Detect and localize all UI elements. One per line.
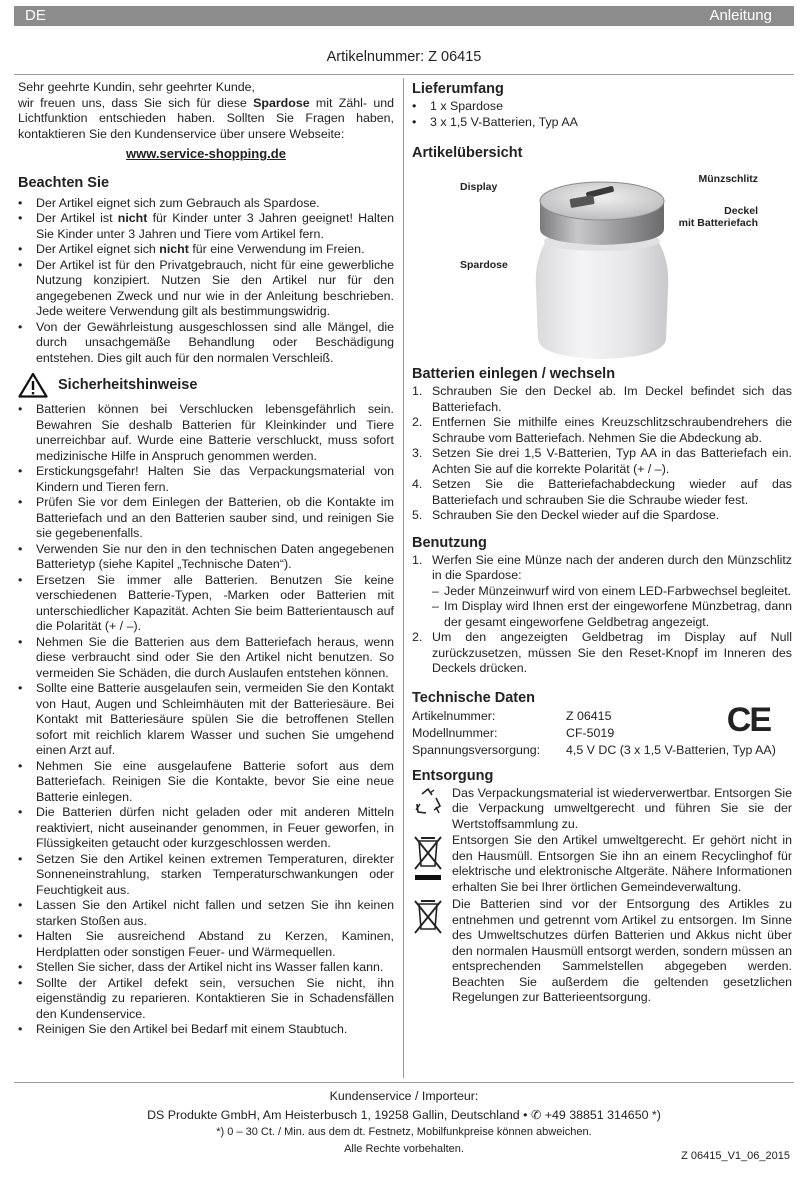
disposal-device-text: Entsorgen Sie den Artikel umweltgerecht. Er gehört nicht in den Hausmüll. Entsorgen Sie ihn an einem Recyclinghof für elektrische und elektronische Altgeräte. Nähere Informationen erhalten Sie bei Ihrer örtlichen Gemeindeverwaltung.: [452, 833, 792, 894]
header-title: Anleitung: [709, 7, 772, 24]
benutzung-sublist: [432, 584, 792, 631]
list-item: • Halten Sie ausreichend Abstand zu Kerzen, Kaminen, Herdplatten oder sonstigen Feuer- und Wärmequellen.: [18, 929, 394, 960]
footer-title: Kundenservice / Importeur:: [329, 1089, 479, 1103]
beachten-list: [18, 196, 394, 367]
label-display: Display: [460, 181, 498, 193]
list-item: 1. Werfen Sie eine Münze nach der anderen durch den Münzschlitz in die Spardose:: [412, 552, 792, 582]
list-item: • Setzen Sie den Artikel keinen extremen Temperaturen, direkter Sonneneinstrahlung, starken Temperaturschwankungen oder Feuchtigkeit aus.: [18, 852, 394, 899]
batterien-heading: Batterien einlegen / wechseln: [412, 366, 616, 382]
label-muenzschlitz: Münzschlitz: [698, 173, 758, 185]
benutzung-list-2: [412, 630, 792, 677]
list-item: • Stellen Sie sicher, dass der Artikel nicht ins Wasser fallen kann.: [18, 960, 394, 976]
list-item: 5. Schrauben Sie den Deckel wieder auf die Spardose.: [412, 508, 720, 522]
list-item: 2. Um den angezeigten Geldbetrag im Display auf Null zurückzusetzen, müssen Sie den Reset-Knopf im Inneren des Deckels drücken.: [412, 630, 792, 675]
disposal-batteries-text: Die Batterien sind vor der Entsorgung des Artikles zu entnehmen und getrennt vom Artikel zu entsorgen. Im Sinne des Umweltschutzes dürfen Batterien und Akkus nicht über den normalen Hausmüll entsorgt werden, sondern müssen an entsprechenden Sammelstellen abgegeben werden. Beachten Sie außerdem die geltenden gesetzlichen Regelungen zur Batterieentsorgung.: [452, 897, 792, 1004]
intro-section: [18, 80, 394, 162]
disposal-packaging-text: Das Verpackungsmaterial ist wiederverwertbar. Entsorgen Sie die Verpackung umweltgerecht und führen Sie sie der Wertstoffsammlung zu.: [452, 785, 792, 831]
recycling-icon: [412, 786, 444, 818]
language-code: DE: [25, 7, 46, 24]
batterien-list: [412, 384, 792, 524]
safety-heading: Sicherheitshinweise: [58, 376, 198, 393]
list-item: • Der Artikel eignet sich zum Gebrauch als Spardose.: [18, 196, 394, 212]
safety-list: [18, 402, 394, 1038]
crossed-bin-icon: [412, 833, 444, 883]
lieferumfang-list: [412, 99, 792, 130]
beachten-heading: Beachten Sie: [18, 174, 110, 191]
warning-triangle-icon: [18, 372, 48, 398]
list-item: 4. Setzen Sie die Batteriefachabdeckung wieder auf das Batteriefach und schrauben Sie die Schraube wieder fest.: [412, 477, 792, 507]
right-column: [412, 80, 792, 1006]
table-row: Artikelnummer: Z 06415: [412, 708, 612, 723]
footer-rights: Alle Rechte vorbehalten.: [344, 1143, 464, 1155]
disposal-batteries: [412, 897, 792, 1006]
safety-heading-row: [18, 372, 394, 398]
list-item: • Der Artikel ist nicht für Kinder unter 3 Jahren geeignet! Halten Sie Kinder unter 3 Jahren und Tiere vom Artikel fern.: [18, 211, 394, 242]
top-divider: [14, 74, 794, 75]
technische-heading: Technische Daten: [412, 689, 536, 706]
product-overview-figure: [412, 169, 792, 361]
list-item: • Prüfen Sie vor dem Einlegen der Batterien, ob die Kontakte im Batteriefach und an den Batterien sauber sind, und reinigen Sie sie gegebenenfalls.: [18, 495, 394, 542]
disposal-device: [412, 833, 792, 895]
list-item: • Ersetzen Sie immer alle Batterien. Benutzen Sie keine verschiedenen Batterie-Typen, -Marken oder Batterien mit unterschiedlicher Kapazität. Achten Sie beim Batterientausch auf die Polarität (+ / –).: [18, 573, 394, 635]
left-column: [18, 80, 394, 1038]
list-item: • Von der Gewährleistung ausgeschlossen sind alle Mängel, die durch unsachgemäße Behandlung oder Beschädigung entstehen. Dies gilt auch für den normalen Verschleiß.: [18, 320, 394, 367]
entsorgung-heading: Entsorgung: [412, 767, 494, 784]
disposal-packaging: [412, 786, 792, 833]
list-item: 1. Schrauben Sie den Deckel ab. Im Deckel befindet sich das Batteriefach.: [412, 384, 792, 414]
footer-address: DS Produkte GmbH, Am Heisterbusch 1, 19258 Gallin, Deutschland • ✆ +49 38851 314650 *): [147, 1108, 661, 1122]
footer-note: *) 0 – 30 Ct. / Min. aus dem dt. Festnetz, Mobilfunkpreise können abweichen.: [216, 1126, 592, 1138]
list-item: • Die Batterien dürfen nicht geladen oder mit anderen Mitteln reaktiviert, nicht auseinander genommen, in Feuer geworfen, in Flüssigkeiten getaucht oder kurzgeschlossen werden.: [18, 805, 394, 852]
benutzung-list: [412, 553, 792, 584]
spec-block: [412, 700, 792, 759]
uebersicht-heading: Artikelübersicht: [412, 145, 523, 161]
list-item: 2. Entfernen Sie mithilfe eines Kreuzschlitzschraubendrehers die Schraube vom Batteriefach. Nehmen Sie die Abdeckung ab.: [412, 415, 792, 445]
list-item: • Reinigen Sie den Artikel bei Bedarf mit einem Staubtuch.: [18, 1022, 394, 1038]
intro-greeting: Sehr geehrte Kundin, sehr geehrter Kunde,: [18, 80, 255, 94]
battery-bin-icon: [412, 897, 444, 939]
ce-mark-icon: CE: [726, 700, 770, 739]
footer-divider: [14, 1082, 794, 1083]
table-row: Modellnummer: CF-5019: [412, 725, 615, 740]
list-item: • Verwenden Sie nur den in den technischen Daten angegebenen Batterietyp (siehe Kapitel „Technische Daten“).: [18, 542, 394, 573]
column-divider: [403, 78, 404, 1078]
intro-text: wir freuen uns, dass Sie sich für diese Spardose mit Zähl- und Lichtfunktion entschieden haben. Sollten Sie Fragen haben, kontaktieren Sie den Kundenservice über unsere Webseite:: [18, 95, 394, 141]
phone-icon: ✆: [530, 1108, 542, 1122]
list-item: • Nehmen Sie eine ausgelaufene Batterie sofort aus dem Batteriefach. Reinigen Sie die Kontakte, bevor Sie eine neue Batterie einlegen.: [18, 759, 394, 806]
label-spardose: Spardose: [460, 259, 508, 271]
list-item: • Batterien können bei Verschlucken lebensgefährlich sein. Bewahren Sie deshalb Batterien für Kleinkinder und Tiere unerreichbar auf. Wurde eine Batterie verschluckt, muss sofort medizinische Hilfe in Anspruch genommen werden.: [18, 402, 394, 464]
document-number: Z 06415_V1_06_2015: [681, 1150, 790, 1162]
list-item: • Der Artikel ist für den Privatgebrauch, nicht für eine gewerbliche Nutzung konzipiert. Nutzen Sie den Artikel nur für den angegebenen Zweck und nur wie in der Anleitung beschrieben. Jede weitere Verwendung gilt als bestimmungswidrig.: [18, 258, 394, 320]
list-item: • Der Artikel eignet sich nicht für eine Verwendung im Freien.: [18, 242, 394, 258]
list-item: • Erstickungsgefahr! Halten Sie das Verpackungsmaterial von Kindern und Tieren fern.: [18, 464, 394, 495]
list-item: • 1 x Spardose: [412, 99, 792, 115]
article-number: Artikelnummer: Z 06415: [326, 49, 482, 65]
list-item: • 3 x 1,5 V-Batterien, Typ AA: [412, 115, 792, 131]
list-item: – Im Display wird Ihnen erst der eingeworfene Münzbetrag, dann der gesamt eingeworfene Geldbetrag angezeigt.: [432, 599, 792, 630]
website-link[interactable]: www.service-shopping.de: [126, 146, 286, 161]
benutzung-heading: Benutzung: [412, 534, 487, 551]
lieferumfang-heading: Lieferumfang: [412, 81, 504, 97]
list-item: – Jeder Münzeinwurf wird von einem LED-Farbwechsel begleitet.: [432, 584, 792, 600]
list-item: 3. Setzen Sie drei 1,5 V-Batterien, Typ AA in das Batteriefach ein. Achten Sie auf die korrekte Polarität (+ / –).: [412, 446, 792, 476]
list-item: • Sollte eine Batterie ausgelaufen sein, vermeiden Sie den Kontakt von Haut, Augen und Schleimhäuten mit der Batteriesäure. Bei Kontakt mit Batteriesäure spülen Sie die betroffenen Stellen sofort mit reichlich klarem Wasser und suchen Sie umgehend einen Arzt auf.: [18, 681, 394, 759]
table-row: Spannungsversorgung: 4,5 V DC (3 x 1,5 V-Batterien, Typ AA): [412, 742, 776, 757]
list-item: • Nehmen Sie die Batterien aus dem Batteriefach heraus, wenn diese verbraucht sind oder Sie den Artikel nicht benutzen. So vermeiden Sie Schäden, die durch Auslaufen entstehen können.: [18, 635, 394, 682]
label-deckel: Deckel mit Batteriefach: [678, 205, 758, 229]
list-item: • Sollte der Artikel defekt sein, versuchen Sie nicht, ihn eigenständig zu reparieren. Kontaktieren Sie in Schadensfällen den Kundenservice.: [18, 976, 394, 1023]
list-item: • Lassen Sie den Artikel nicht fallen und setzen Sie ihn keinen starken Stoßen aus.: [18, 898, 394, 929]
header-bar: [14, 6, 794, 26]
